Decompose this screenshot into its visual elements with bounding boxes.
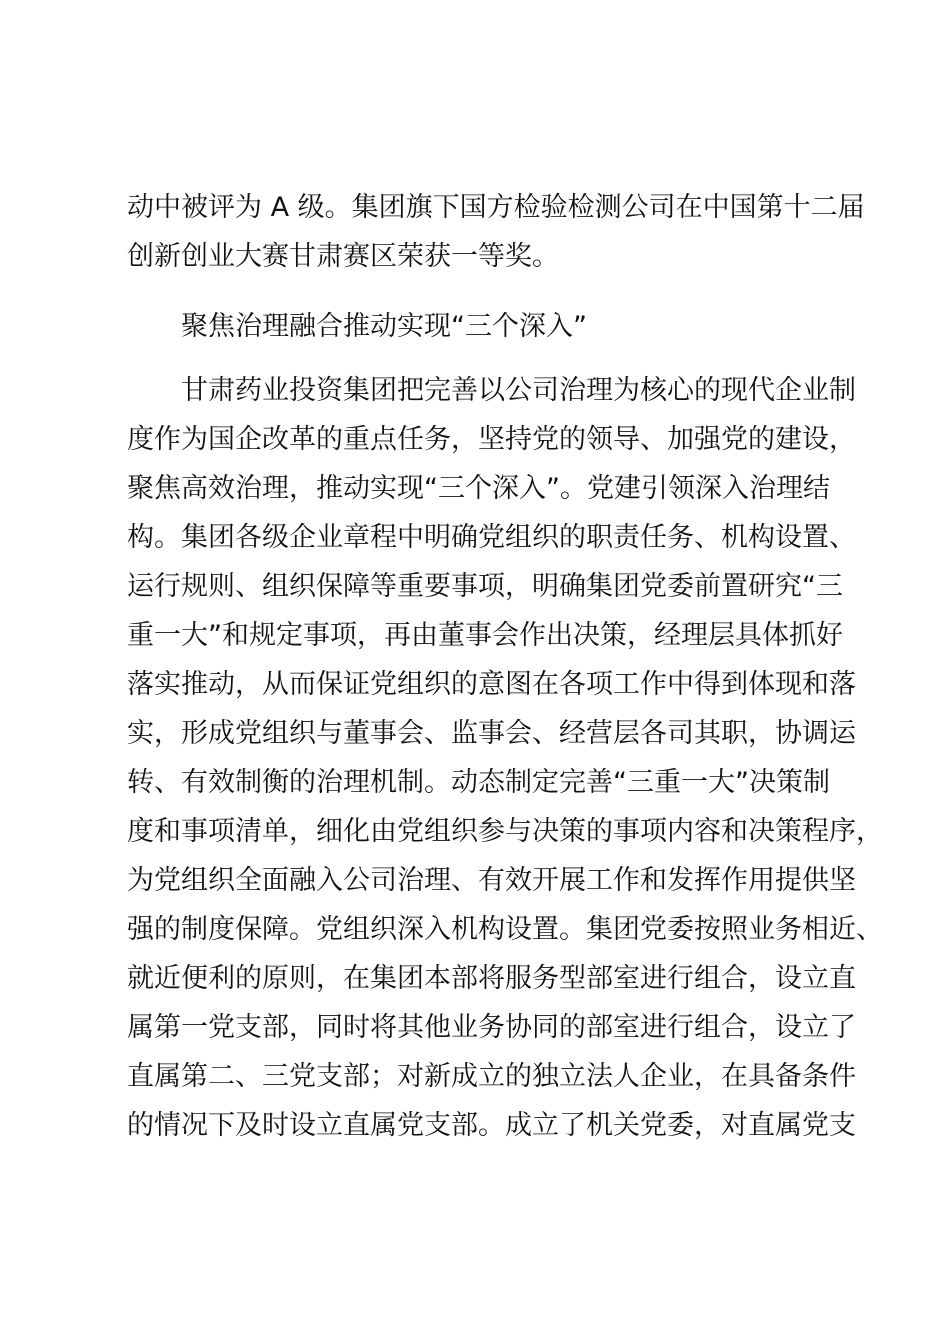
- paragraph-line: 转、有效制衡的治理机制。动态制定完善“三重一大”决策制: [127, 767, 830, 798]
- paragraph-line: 属第一党支部，同时将其他业务协同的部室进行组合，设立了: [127, 1012, 856, 1043]
- paragraph-line: 为党组织全面融入公司治理、有效开展工作和发挥作用提供坚: [127, 865, 856, 896]
- paragraph-line: 强的制度保障。党组织深入机构设置。集团党委按照业务相近、: [127, 914, 883, 945]
- paragraph-line: 度作为国企改革的重点任务，坚持党的领导、加强党的建设，: [127, 424, 856, 455]
- paragraph-line: 直属第二、三党支部；对新成立的独立法人企业，在具备条件: [127, 1061, 856, 1092]
- paragraph-line: 聚焦高效治理，推动实现“三个深入”。党建引领深入治理结: [127, 473, 830, 504]
- paragraph-line: 运行规则、组织保障等重要事项，明确集团党委前置研究“三: [127, 571, 843, 602]
- paragraph-line: 的情况下及时设立直属党支部。成立了机关党委，对直属党支: [127, 1110, 856, 1141]
- paragraph-line: 就近便利的原则，在集团本部将服务型部室进行组合，设立直: [127, 963, 856, 994]
- paragraph-line: 重一大”和规定事项，再由董事会作出决策，经理层具体抓好: [127, 620, 843, 651]
- paragraph-line: 甘肃药业投资集团把完善以公司治理为核心的现代企业制: [181, 375, 856, 406]
- paragraph-line: 构。集团各级企业章程中明确党组织的职责任务、机构设置、: [127, 522, 856, 553]
- paragraph-line: 落实推动，从而保证党组织的意图在各项工作中得到体现和落: [127, 669, 856, 700]
- paragraph-line: 创新创业大赛甘肃赛区荣获一等奖。: [127, 241, 559, 272]
- paragraph-line: 实，形成党组织与董事会、监事会、经营层各司其职，协调运: [127, 718, 856, 749]
- paragraph-line: 动中被评为 A 级。集团旗下国方检验检测公司在中国第十二届: [127, 192, 865, 223]
- section-heading: 聚焦治理融合推动实现“三个深入”: [181, 311, 587, 342]
- paragraph-line: 度和事项清单，细化由党组织参与决策的事项内容和决策程序，: [127, 816, 883, 847]
